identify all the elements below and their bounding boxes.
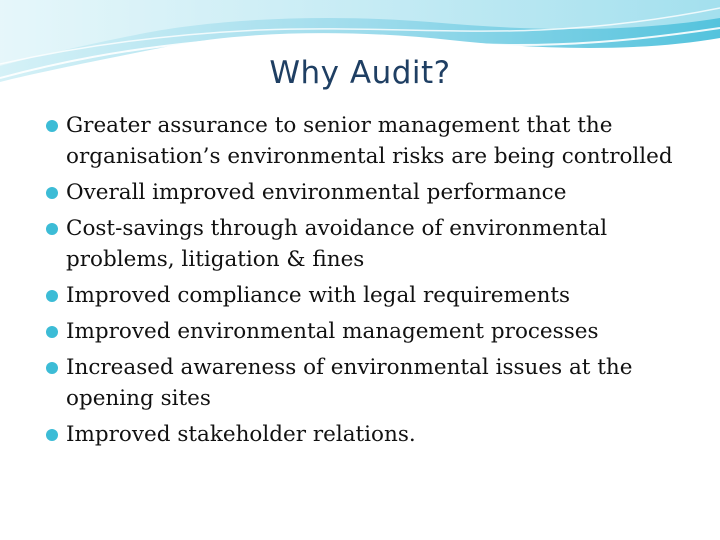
bullet-dot-icon (46, 429, 58, 441)
bullet-text: Improved stakeholder relations. (66, 422, 416, 447)
bullet-dot-icon (46, 326, 58, 338)
bullet-list (44, 110, 684, 455)
bullet-item (44, 419, 684, 450)
bullet-item (44, 213, 684, 275)
bullet-item (44, 352, 684, 414)
bullet-dot-icon (46, 120, 58, 132)
bullet-text: Increased awareness of environmental issues at the opening sites (66, 355, 633, 411)
bullet-text: Greater assurance to senior management that the organisation’s environmental risks are being controlled (66, 113, 673, 169)
bullet-text: Improved compliance with legal requirements (66, 283, 571, 308)
bullet-dot-icon (46, 362, 58, 374)
bullet-text: Cost-savings through avoidance of environmental problems, litigation & fines (66, 216, 608, 272)
bullet-dot-icon (46, 290, 58, 302)
bullet-item (44, 177, 684, 208)
bullet-dot-icon (46, 223, 58, 235)
slide-title: Why Audit? (269, 55, 451, 91)
bullet-dot-icon (46, 187, 58, 199)
bullet-item (44, 316, 684, 347)
bullet-text: Improved environmental management processes (66, 319, 599, 344)
bullet-text: Overall improved environmental performance (66, 180, 567, 205)
bullet-item (44, 110, 684, 172)
bullet-item (44, 280, 684, 311)
